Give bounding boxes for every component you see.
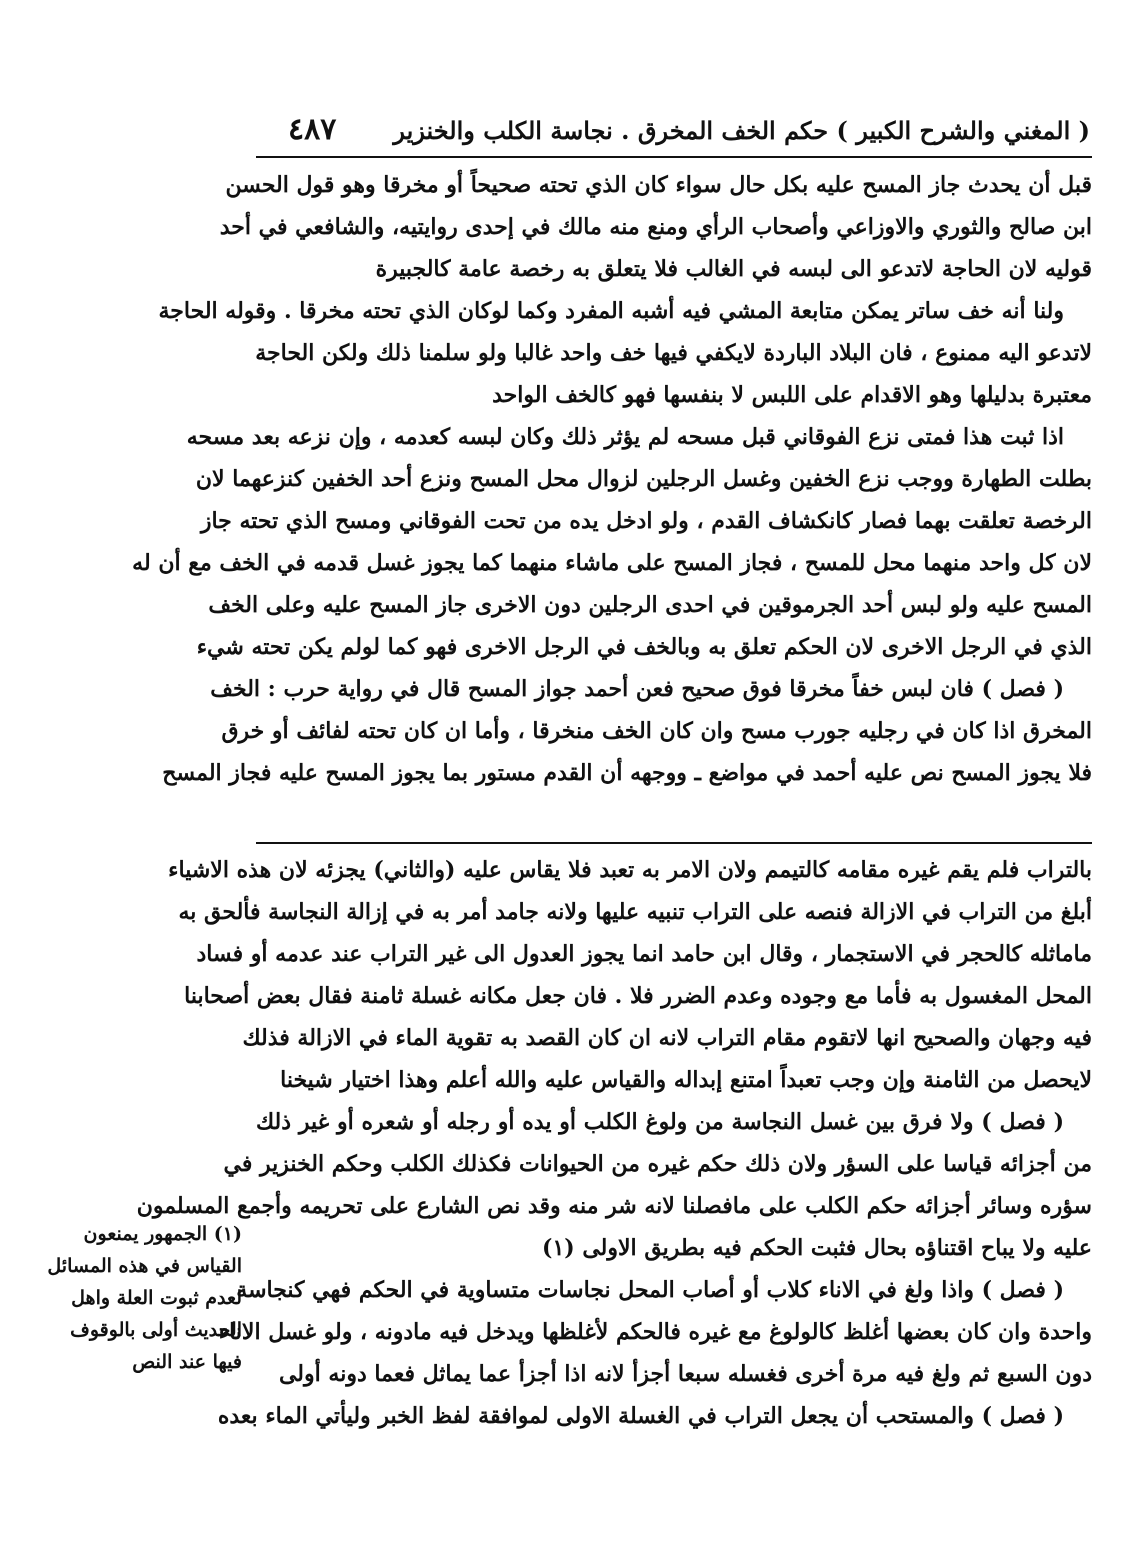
text-line: أبلغ من التراب في الازالة فنصه على التراب تنبيه عليها ولانه جامد أمر به في إزالة النجاسة فألحق به [178, 899, 1092, 925]
section-divider [256, 842, 1092, 844]
footnote-line: فيها عند النص [132, 1351, 242, 1373]
header-rule [256, 156, 1092, 158]
running-title: ( المغني والشرح الكبير ) حكم الخف المخرق . نجاسة الكلب والخنزير [393, 116, 1090, 145]
text-line: الرخصة تعلقت بهما فصار كانكشاف القدم ، ولو ادخل يده من تحت الفوقاني ومسح الذي تحته جاز [200, 508, 1092, 534]
text-line: ( فصل ) فان لبس خفاً مخرقا فوق صحيح فعن أحمد جواز المسح قال في رواية حرب : الخف [210, 676, 1064, 702]
text-line: ( فصل ) ولا فرق بين غسل النجاسة من ولوغ الكلب أو يده أو رجله أو شعره أو غير ذلك [256, 1109, 1064, 1135]
text-line: بالتراب فلم يقم غيره مقامه كالتيمم ولان الامر به تعبد فلا يقاس عليه (والثاني) يجزئه لان هذه الاشياء [168, 857, 1092, 883]
text-line: دون السبع ثم ولغ فيه مرة أخرى فغسله سبعا أجزأ لانه اذا أجزأ عما يماثل فعما دونه أولى [278, 1361, 1092, 1387]
text-line: المخرق اذا كان في رجليه جورب مسح وان كان الخف منخرقا ، وأما ان كان تحته لفائف أو خرق [221, 718, 1092, 744]
text-line: عليه ولا يباح اقتناؤه بحال فثبت الحكم فيه بطريق الاولى (١) [542, 1235, 1092, 1261]
text-line: ماماثله كالحجر في الاستجمار ، وقال ابن حامد انما يجوز العدول الى غير التراب عند عدمه أو فساد [196, 941, 1092, 967]
page-header [258, 112, 1090, 152]
text-line: ( فصل ) واذا ولغ في الاناء كلاب أو أصاب المحل نجاسات متساوية في الحكم فهي كنجاسة [236, 1277, 1064, 1303]
text-line: المحل المغسول به فأما مع وجوده وعدم الضرر فلا . فان جعل مكانه غسلة ثامنة فقال بعض أصحابنا [184, 983, 1092, 1009]
text-line: بطلت الطهارة ووجب نزع الخفين وغسل الرجلين لزوال محل المسح ونزع أحد الخفين كنزعهما لان [195, 466, 1092, 492]
page-number: ٤٨٧ [288, 112, 337, 147]
text-line: لايحصل من الثامنة وإن وجب تعبداً امتنع إبداله والقياس عليه والله أعلم وهذا اختيار شيخنا [280, 1067, 1092, 1093]
footnote-line: لعدم ثبوت العلة واهل [71, 1287, 242, 1309]
text-line: قوليه لان الحاجة لاتدعو الى لبسه في الغالب فلا يتعلق به رخصة عامة كالجبيرة [375, 256, 1092, 282]
text-line: فلا يجوز المسح نص عليه أحمد في مواضع ـ ووجهه أن القدم مستور بما يجوز المسح عليه فجاز المسح [162, 760, 1092, 786]
text-line: الذي في الرجل الاخرى لان الحكم تعلق به وبالخف في الرجل الاخرى فهو كما لولم يكن تحته شيء [196, 634, 1092, 660]
text-line: لاتدعو اليه ممنوع ، فان البلاد الباردة لايكفي فيها خف واحد غالبا ولو سلمنا ذلك ولكن الحاجة [255, 340, 1092, 366]
text-line: اذا ثبت هذا فمتى نزع الفوقاني قبل مسحه لم يؤثر ذلك وكان لبسه كعدمه ، وإن نزعه بعد مسحه [186, 424, 1064, 450]
footnote-line: القياس في هذه المسائل [47, 1255, 242, 1277]
text-line: قبل أن يحدث جاز المسح عليه بكل حال سواء كان الذي تحته صحيحاً أو مخرقا وهو قول الحسن [225, 172, 1092, 198]
text-line: ولنا أنه خف ساتر يمكن متابعة المشي فيه أشبه المفرد وكما لوكان الذي تحته مخرقا . وقوله الحاجة [158, 298, 1064, 324]
text-line: سؤره وسائر أجزائه حكم الكلب على مافصلنا لانه شر منه وقد نص الشارع على تحريمه وأجمع المسلمون [136, 1193, 1092, 1219]
margin-footnote [47, 1218, 242, 1378]
text-line: معتبرة بدليلها وهو الاقدام على اللبس لا بنفسها فهو كالخف الواحد [492, 382, 1092, 408]
text-line: المسح عليه ولو لبس أحد الجرموقين في احدى الرجلين دون الاخرى جاز المسح عليه وعلى الخف [208, 592, 1092, 618]
text-line: ابن صالح والثوري والاوزاعي وأصحاب الرأي ومنع منه مالك في إحدى روايتيه، والشافعي في أحد [219, 214, 1092, 240]
footnote-line: الحديث أولى بالوقوف [70, 1319, 242, 1341]
upper-text-block [132, 164, 1092, 794]
text-line: واحدة وان كان بعضها أغلظ كالولوغ مع غيره فالحكم لأغلظها ويدخل فيه مادونه ، ولو غسل الاناء [218, 1319, 1092, 1345]
text-line: لان كل واحد منهما محل للمسح ، فجاز المسح على ماشاء منهما كما يجوز غسل قدمه في الخف مع أن له [132, 550, 1092, 576]
footnote-line: (١) الجمهور يمنعون [83, 1223, 242, 1245]
text-line: فيه وجهان والصحيح انها لاتقوم مقام التراب لانه ان كان القصد به تقوية الماء في الازالة فذلك [242, 1025, 1092, 1051]
text-line: من أجزائه قياسا على السؤر ولان ذلك حكم غيره من الحيوانات فكذلك الكلب وحكم الخنزير في [223, 1151, 1092, 1177]
text-line: ( فصل ) والمستحب أن يجعل التراب في الغسلة الاولى لموافقة لفظ الخبر وليأتي الماء بعده [217, 1403, 1064, 1429]
